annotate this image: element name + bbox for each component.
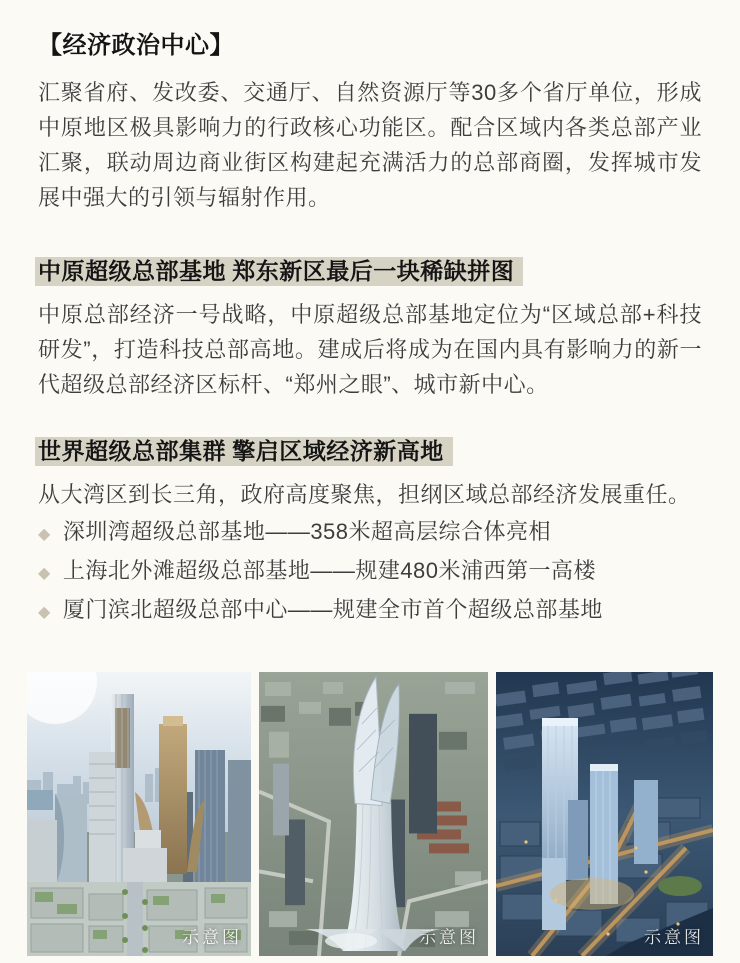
image-gallery (27, 672, 713, 956)
watermark-label: 示意图 (182, 928, 242, 947)
section-world-cluster-paragraph: 从大湾区到长三角，政府高度聚焦，担纲区域总部经济发展重任。 (38, 482, 691, 507)
super-hq-list (38, 514, 702, 631)
list-item-shenzhen (38, 514, 702, 553)
diamond-bullet-icon: ◆ (38, 604, 51, 621)
intro-paragraph: 汇聚省府、发改委、交通厅、自然资源厅等30多个省厅单位，形成中原地区极具影响力的行政核心功能区。配合区域内各类总部产业汇聚，联动周边商业街区构建起充满活力的总部商圈，发挥城市发展中强大的引领与辐射作用。 (38, 80, 702, 210)
list-item-xiamen (38, 592, 702, 631)
rendering-city-skyline-day (27, 672, 251, 956)
watermark-label: 示意图 (419, 928, 479, 947)
list-item-text: 厦门滨北超级总部中心——规建全市首个超级总部基地 (62, 597, 603, 622)
section-central-plains-paragraph: 中原总部经济一号战略，中原超级总部基地定位为“区域总部+科技研发”，打造科技总部高地。建成后将成为在国内具有影响力的新一代超级总部经济区标杆、“郑州之眼”、城市新中心。 (38, 302, 702, 397)
supertall-tower-illustration (259, 672, 488, 956)
rendering-supertall-tower (259, 672, 488, 956)
list-item-text: 深圳湾超级总部基地——358米超高层综合体亮相 (62, 519, 552, 544)
watermark-label: 示意图 (644, 928, 704, 947)
list-item-shanghai (38, 553, 702, 592)
page-title: 【经济政治中心】 (38, 32, 234, 59)
rendering-district-dusk (496, 672, 713, 956)
city-day-illustration (27, 672, 251, 956)
section-heading-central-plains: 中原超级总部基地 郑东新区最后一块稀缺拼图 (35, 257, 523, 286)
section-heading-world-cluster: 世界超级总部集群 擎启区域经济新高地 (35, 437, 453, 466)
diamond-bullet-icon: ◆ (38, 565, 51, 582)
district-dusk-illustration (496, 672, 713, 956)
diamond-bullet-icon: ◆ (38, 526, 51, 543)
list-item-text: 上海北外滩超级总部基地——规建480米浦西第一高楼 (62, 558, 597, 583)
